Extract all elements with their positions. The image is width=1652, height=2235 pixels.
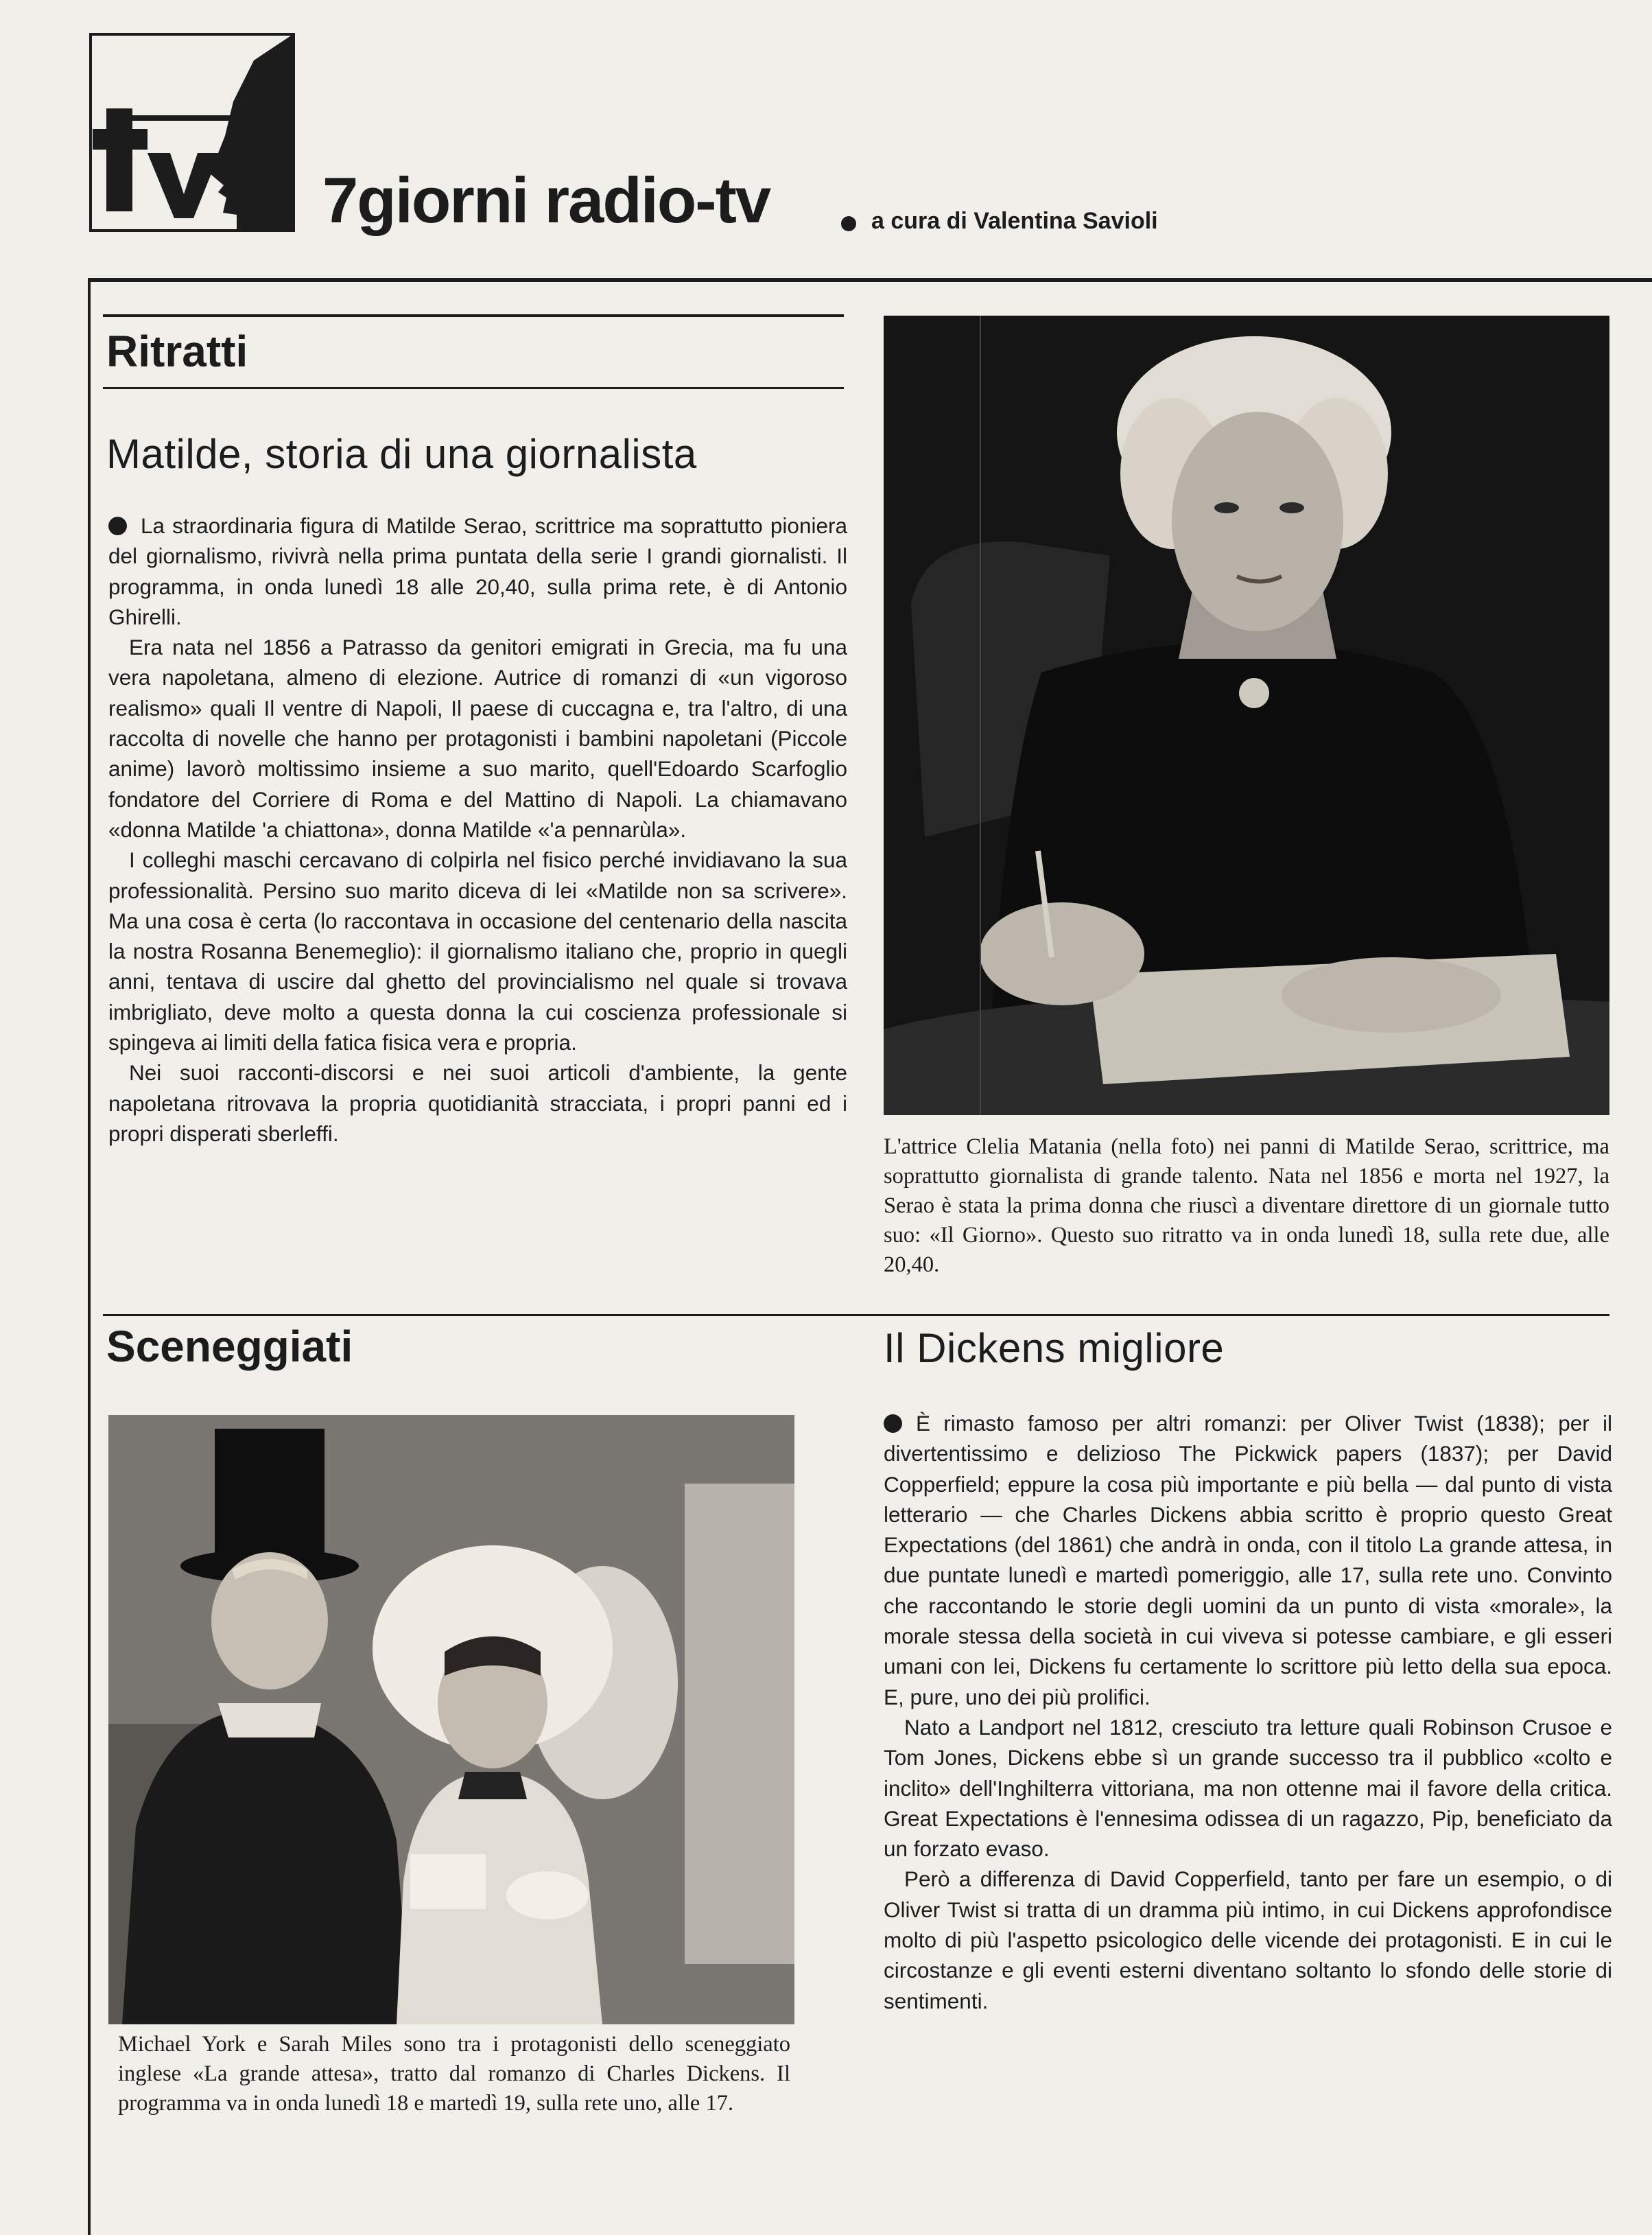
bullet-icon <box>841 216 856 231</box>
section-title-portraits: Ritratti <box>106 327 248 376</box>
portrait-photo <box>884 316 1609 1115</box>
article-paragraph: Nei suoi racconti-discorsi e nei suoi articoli d'ambiente, la gente napoletana ritrovava la propria quotidianità stracciata, i propri panni ed i propri disperati sberleffi. <box>108 1060 847 1146</box>
article-paragraph <box>108 511 847 632</box>
article-paragraph: Era nata nel 1856 a Patrasso da genitori emigrati in Grecia, ma fu una vera napoletana, almeno di elezione. Autrice di romanzi di «un vigoroso realismo» quali Il ventre di Napoli, Il paese di cuccagna e, tra l'altro, di una raccolta di novelle che hanno per protagonisti i bambini napoletani (Piccole anime) lavorò moltissimo insieme a suo marito, quell'Edoardo Scarfoglio fondatore del Corriere di Roma e del Mattino di Napoli. La chiamavano «donna Matilde 'a chiattona», donna Matilde «'a pennarùla». <box>108 635 847 842</box>
drama-photo <box>108 1415 794 2024</box>
tv-logo <box>89 33 295 232</box>
section-divider <box>103 1314 1609 1316</box>
article-headline: Il Dickens migliore <box>884 1325 1225 1371</box>
photo-caption: L'attrice Clelia Matania (nella foto) nei panni di Matilde Serao, scrittrice, ma soprattutto giornalista di grande talento. Nata nel 1856 e morta nel 1927, la Serao è stata la prima donna che riuscì a diventare direttore di un giornale tutto suo: «Il Giorno». Questo suo ritratto va in onda lunedì 18, sulla rete due, alle 20,40. <box>884 1134 1609 1277</box>
section-title-dramas: Sceneggiati <box>106 1322 353 1371</box>
header-divider <box>89 278 1652 282</box>
article-headline: Matilde, storia di una giornalista <box>106 431 697 477</box>
section-divider <box>103 314 844 317</box>
paragraph-text: È rimasto famoso per altri romanzi: per Oliver Twist (1838); per il divertentissimo e delizioso The Pickwick papers (1837); per David Copperfield; eppure la cosa più importante e più bella — dal punto di vista letterario — che Charles Dickens abbia scritto è proprio questo Great Expectations (del 1861) che andrà in onda, con il titolo La grande attesa, in due puntate lunedì e martedì pomeriggio, alle 17, sulla rete uno. Convinto che raccontando le storie degli uomini da un punto di vista «morale», la morale stessa della società in cui viveva si potesse cambiare, e gli esseri umani con lei, Dickens fu certamente lo scrittore più letto della sua epoca. E, pure, uno dei più prolifici. <box>884 1411 1612 1709</box>
page-frame-line <box>88 278 91 2235</box>
article-paragraph: Però a differenza di David Copperfield, tanto per fare un esempio, o di Oliver Twist si tratta di un dramma più intimo, in cui Dickens approfondisce molto di più l'aspetto psicologico delle vicende dei protagonisti. E in cui le circostanze e gli eventi esterni diventano soltanto lo sfondo delle storie di sentimenti. <box>884 1867 1612 2013</box>
article-body <box>108 511 847 1149</box>
section-divider <box>103 387 844 389</box>
article-paragraph <box>884 1408 1612 1712</box>
paragraph-text: La straordinaria figura di Matilde Serao, scrittrice ma soprattutto pioniera del giornalismo, rivivrà nella prima puntata della serie I grandi giornalisti. Il programma, in onda lunedì 18 alle 20,40, sulla prima rete, è di Antonio Ghirelli. <box>108 513 847 629</box>
curator-credit: a cura di Valentina Savioli <box>871 208 1158 234</box>
bullet-icon <box>884 1414 902 1433</box>
photo-caption: Michael York e Sarah Miles sono tra i protagonisti dello sceneggiato inglese «La grande attesa», tratto dal romanzo di Charles Dickens. Il programma va in onda lunedì 18 e martedì 19, sulla rete uno, alle 17. <box>118 2032 790 2116</box>
article-paragraph: I colleghi maschi cercavano di colpirla nel fisico perché invidiavano la sua professionalità. Persino suo marito diceva di lei «Matilde non sa scrivere». Ma una cosa è certa (lo raccontava in occasione del centenario della nascita la nostra Rosanna Benemeglio): il giornalismo italiano che, proprio in quegli anni, tentava di uscire dal ghetto del provincialismo nel quale si trovava imbrigliato, deve molto a questa donna la cui coscienza professionale si spingeva ai limiti della fatica fisica vera e propria. <box>108 847 847 1055</box>
article-body <box>884 1408 1612 2016</box>
masthead-title: 7giorni radio-tv <box>322 164 770 236</box>
bullet-icon <box>108 517 127 535</box>
column-line <box>980 316 981 1115</box>
article-paragraph: Nato a Landport nel 1812, cresciuto tra letture quali Robinson Crusoe e Tom Jones, Dickens ebbe sì un grande successo tra il pubblico «colto e inclito» dell'Inghilterra vittoriana, ma non ottenne mai il favore della critica. Great Expectations è l'ennesima odissea di un ragazzo, Pip, beneficiato da un forzato evaso. <box>884 1714 1612 1862</box>
